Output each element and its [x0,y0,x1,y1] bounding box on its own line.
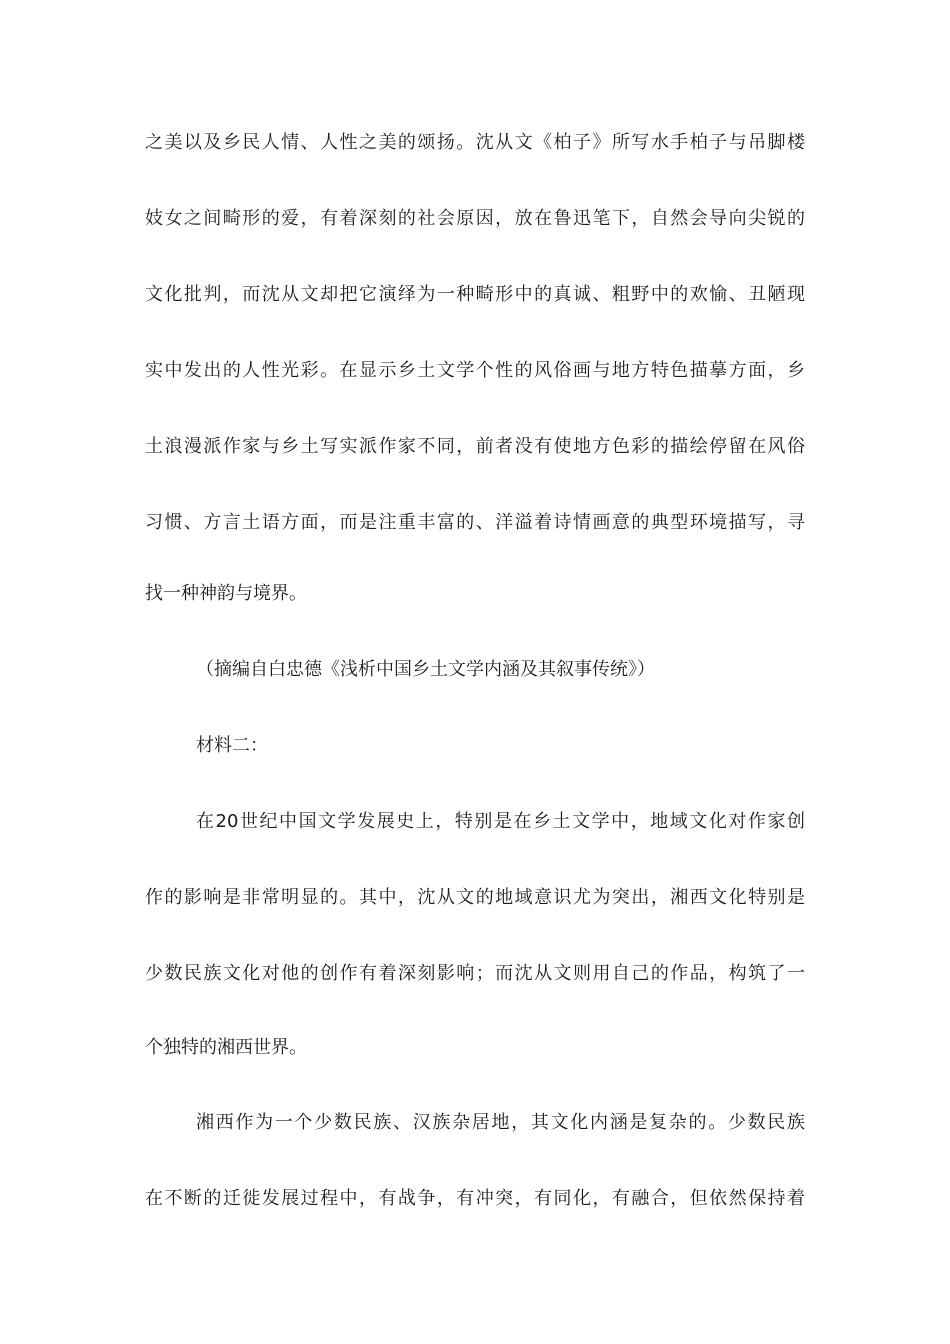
paragraph-line: 之美以及乡民人情、人性之美的颂扬。沈从文《柏子》所写水手柏子与吊脚楼 [145,132,805,153]
paragraph-line: 在不断的迁徙发展过程中，有战争，有冲突，有同化，有融合，但依然保持着 [145,1188,805,1209]
source-citation: （摘编自白忠德《浅析中国乡土文学内涵及其叙事传统》） [196,659,655,680]
section-heading: 材料二： [196,735,268,756]
paragraph-line: 土浪漫派作家与乡土写实派作家不同，前者没有使地方色彩的描绘停留在风俗 [145,436,805,457]
paragraph-line: 找一种神韵与境界。 [145,583,307,604]
paragraph-line: 在20世纪中国文学发展史上，特别是在乡土文学中，地域文化对作家创 [196,811,805,832]
paragraph-line: 湘西作为一个少数民族、汉族杂居地，其文化内涵是复杂的。少数民族 [196,1112,805,1133]
paragraph-line: 文化批判，而沈从文却把它演绎为一种畸形中的真诚、粗野中的欢愉、丑陋现 [145,284,805,305]
paragraph-line: 个独特的湘西世界。 [145,1037,307,1058]
paragraph-line: 作的影响是非常明显的。其中，沈从文的地域意识尤为突出，湘西文化特别是 [145,887,805,908]
paragraph-line: 实中发出的人性光彩。在显示乡土文学个性的风俗画与地方特色描摹方面，乡 [145,360,805,381]
paragraph-line: 少数民族文化对他的创作有着深刻影响；而沈从文则用自己的作品，构筑了一 [145,963,805,984]
paragraph-line: 妓女之间畸形的爱，有着深刻的社会原因，放在鲁迅笔下，自然会导向尖锐的 [145,208,805,229]
paragraph-line: 习惯、方言土语方面，而是注重丰富的、洋溢着诗情画意的典型环境描写，寻 [145,512,805,533]
